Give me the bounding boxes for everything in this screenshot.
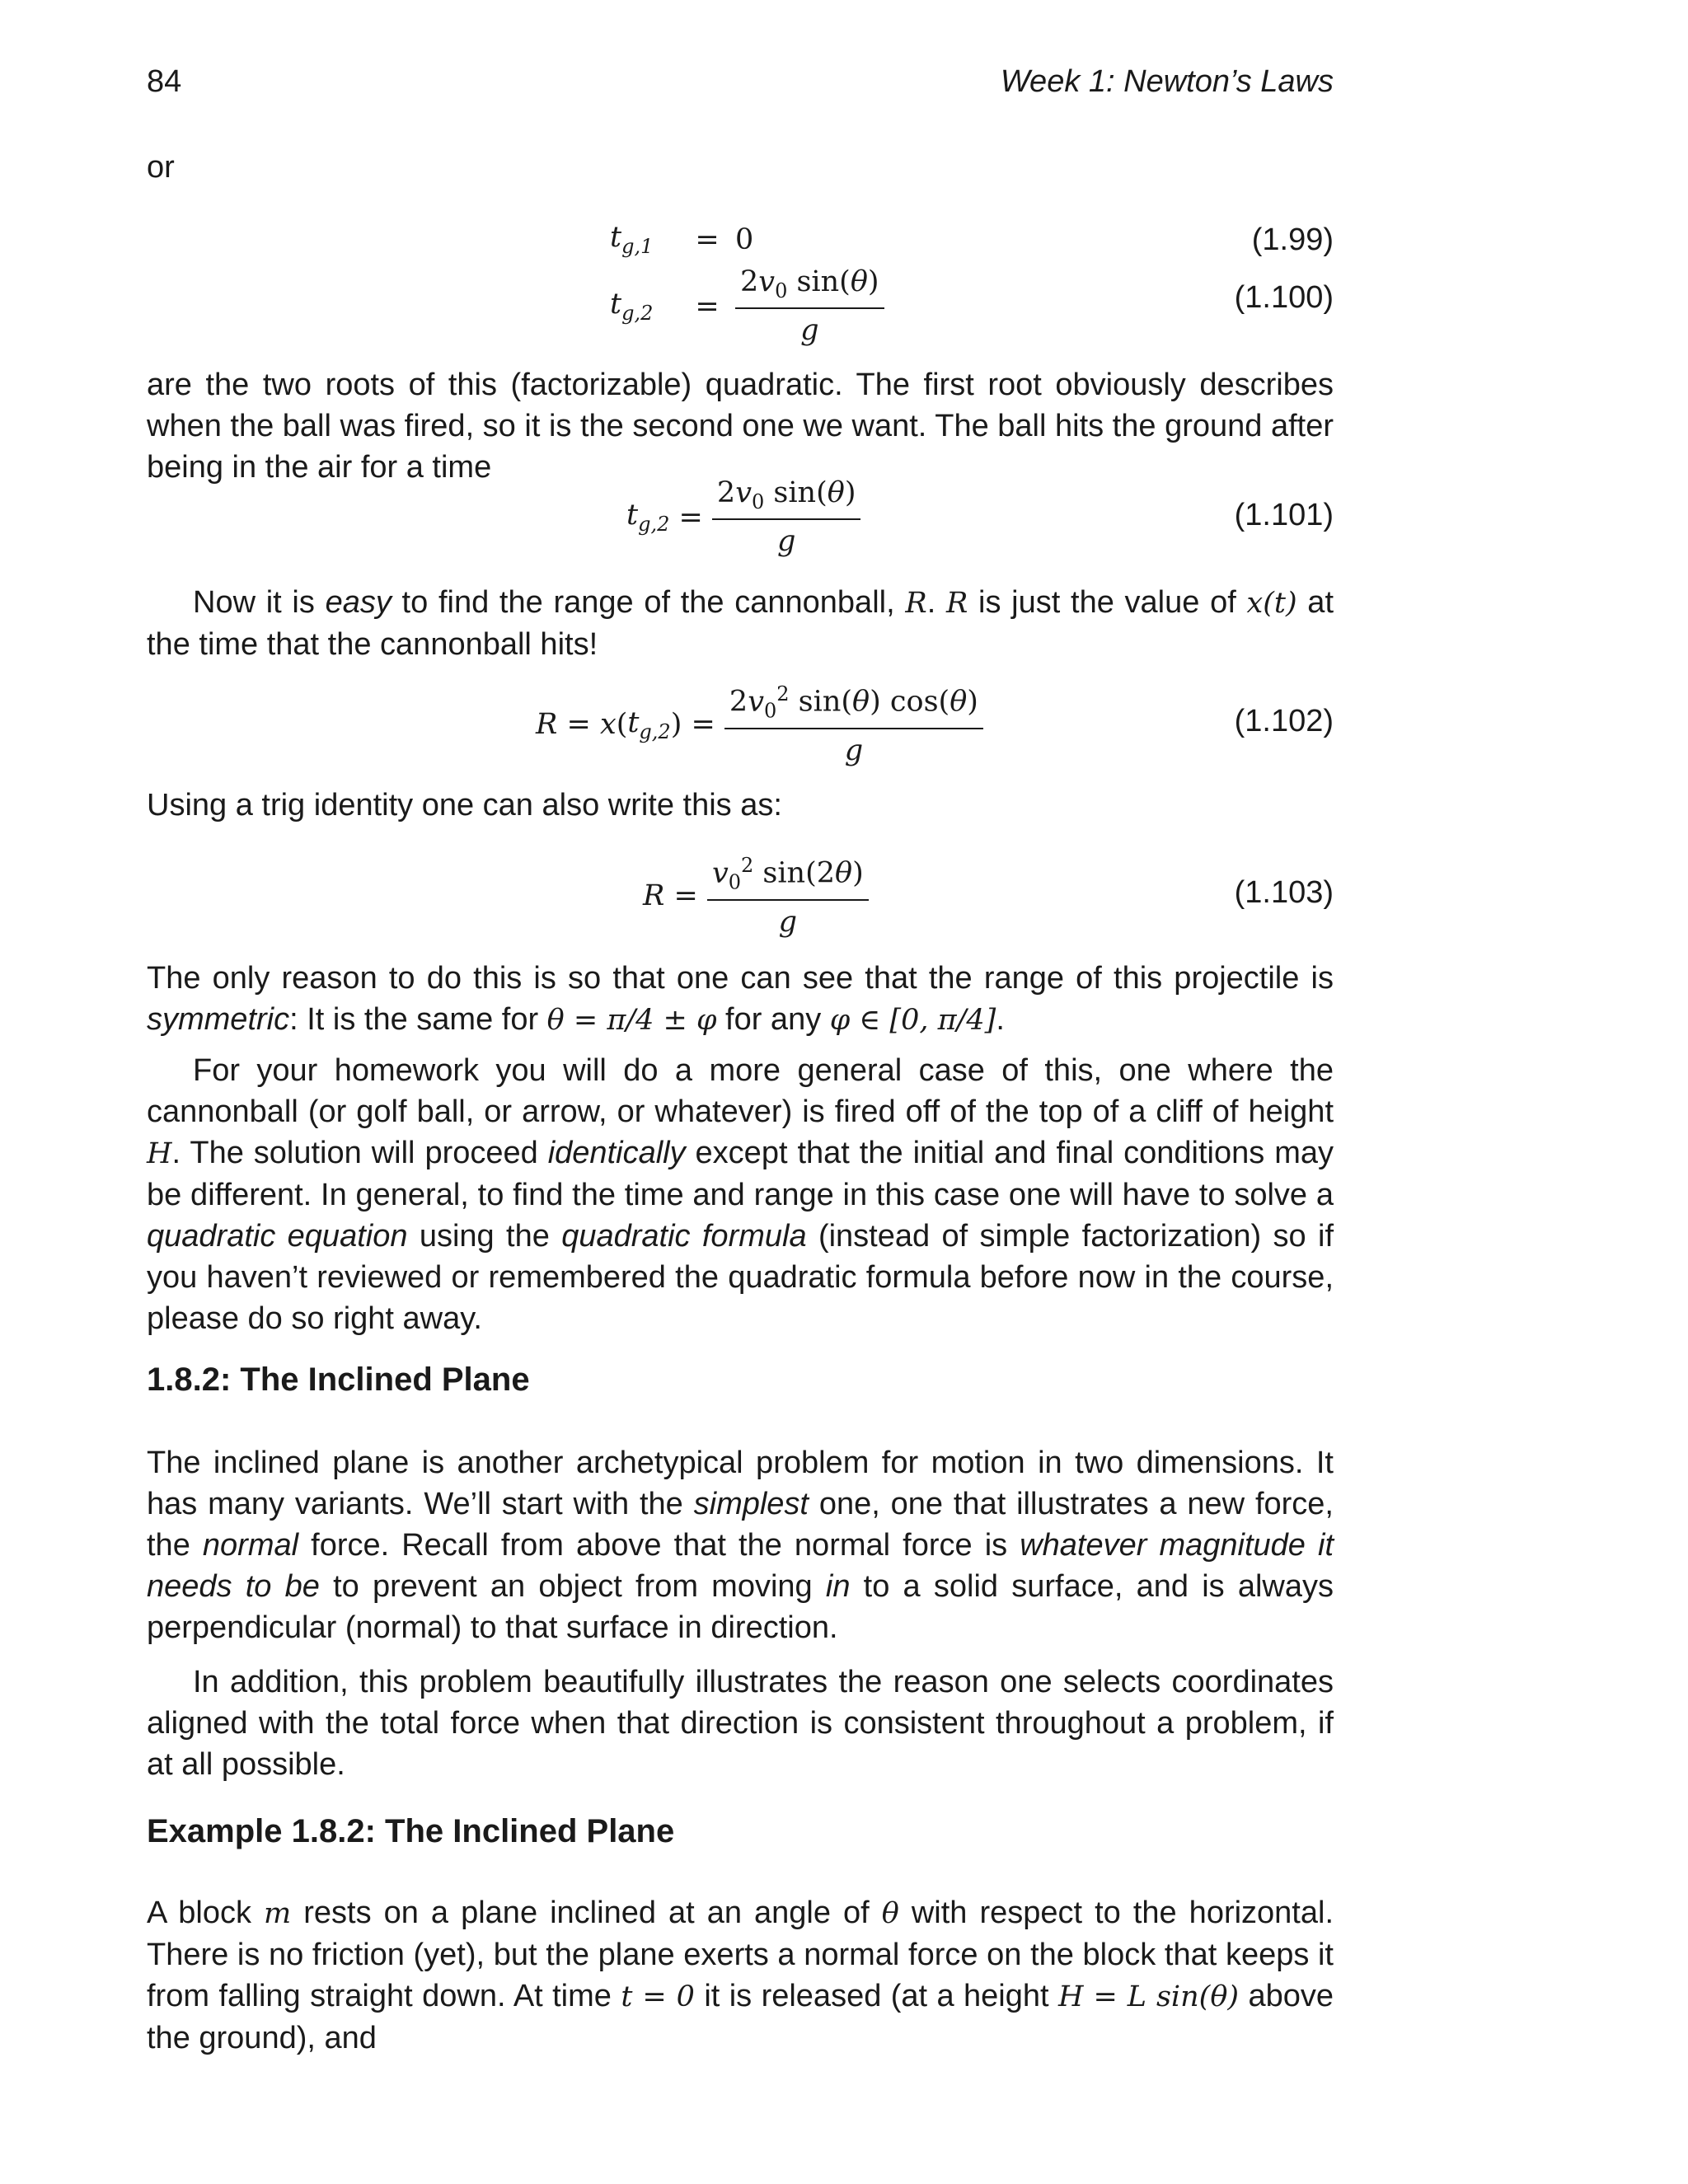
equation-1-100: $t_{g,2}$ = $\frac{2v_0 \sin(\theta)}{g}$ bbox=[610, 265, 884, 347]
paragraph-inclined-plane: The inclined plane is another archetypical problem for motion in two dimensions. It has many variants. We’ll start with the simplest one, one that illustrates a new force, the normal force. Recall from above that the normal force is whatever magnitude it needs to be to prevent an object from moving in to a solid surface, and is always perpendicular (normal) to that surface in direction. bbox=[147, 1446, 1334, 1645]
equation-1-101: $t_{g,2}$ = $\frac{2v_0 \sin(\theta)}{g}$ bbox=[626, 476, 860, 558]
paragraph-example: A block m rests on a plane inclined at an angle of θ with respect to the horizontal. There is no friction (yet), but the plane exerts a normal force on the block that keeps it from falling straight down. At time t = 0 it is released (at a height H = L sin(θ) above the ground), and bbox=[147, 1896, 1334, 2055]
paragraph-homework: For your homework you will do a more general case of this, one where the cannonball (or golf ball, or arrow, or whatever) is fired off of the top of a cliff of height H. The solution will proceed identically except that the initial and final conditions may be different. In general, to find the time and range in this case one will have to solve a quadratic equation using the quadratic formula (instead of simple factorization) so if you haven’t reviewed or remembered the quadratic formula before now in the course, please do so right away. bbox=[147, 1053, 1334, 1336]
equation-1-102: R = x ( $t_{g,2}$ ) = $\frac{2v_0^2 \sin(\theta) \cos(\theta)}{g}$ bbox=[536, 682, 983, 767]
example-heading: Example 1.8.2: The Inclined Plane bbox=[147, 1813, 675, 1849]
eq-1-99-rhs: 0 bbox=[735, 223, 754, 256]
equation-1-103: R = $\frac{v_0^2 \sin(2\theta)}{g}$ bbox=[643, 854, 869, 939]
eq-number-1-102: (1.102) bbox=[1234, 704, 1334, 738]
paragraph-trig-identity: Using a trig identity one can also write this as: bbox=[147, 788, 782, 823]
page-number: 84 bbox=[147, 64, 182, 99]
eq-number-1-100: (1.100) bbox=[1234, 280, 1334, 315]
eq-number-1-99: (1.99) bbox=[1251, 223, 1334, 257]
equation-1-99: $t_{g,1}$ = 0 bbox=[610, 221, 754, 258]
running-title: Week 1: Newton’s Laws bbox=[1000, 64, 1334, 99]
paragraph-roots: are the two roots of this (factorizable) quadratic. The first root obviously describes when the ball was fired, so it is the second one we want. The ball hits the ground after being in the air for a time bbox=[147, 368, 1334, 485]
eq-number-1-101: (1.101) bbox=[1234, 498, 1334, 532]
intro-word: or bbox=[147, 150, 175, 185]
paragraph-range: Now it is easy to find the range of the cannonball, R. R is just the value of x(t) at the time that the cannonball hits! bbox=[147, 585, 1334, 662]
eq-number-1-103: (1.103) bbox=[1234, 875, 1334, 910]
section-heading: 1.8.2: The Inclined Plane bbox=[147, 1361, 530, 1398]
paragraph-coordinates: In addition, this problem beautifully illustrates the reason one selects coordinates aligned with the total force when that direction is consistent throughout a problem, if at all possible. bbox=[147, 1665, 1334, 1782]
paragraph-symmetric: The only reason to do this is so that one can see that the range of this projectile is symmetric: It is the same for θ = π/4 ± φ for any φ ∈ [0, π/4]. bbox=[147, 961, 1334, 1037]
